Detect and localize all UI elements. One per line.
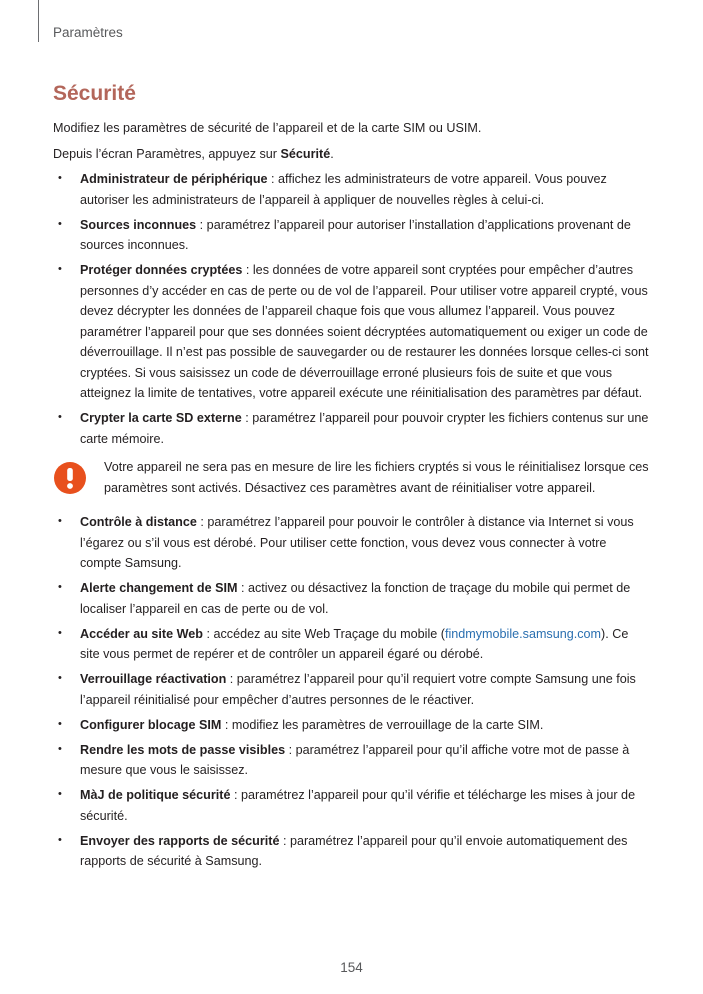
item-term: Configurer blocage SIM <box>80 717 222 732</box>
item-term: Sources inconnues <box>80 217 197 232</box>
bullet-icon: • <box>58 172 62 184</box>
bullet-icon: • <box>58 581 62 593</box>
bullet-icon: • <box>58 263 62 275</box>
bullet-icon: • <box>58 217 62 230</box>
list-item: • Protéger données cryptées : les données de votre appareil sont cryptées pour empêcher d’autres personnes d’y accéder en cas de perte ou de vol de l’appareil. Pour utiliser votre appareil crypté, vous devez décrypter les données de l’appareil chaque fois que vous allumez l’appareil. Vous pouvez paramétrer l’appareil pour que ses données soient décryptées automatiquement ou exiger un code de déverrouillage. Il n’est pas possible de sauvegarder ou de restaurer les données lorsque celles-ci sont cryptées. Si vous saisissez un code de déverrouillage erroné plusieurs fois de suite et que vous atteignez la limite de tentatives, votre appareil exécute une réinitialisation des paramètres par défaut. <box>53 260 651 404</box>
list-item: • Crypter la carte SD externe : paramétrez l’appareil pour pouvoir crypter les fichiers contenus sur une carte mémoire. <box>53 408 651 449</box>
list-item: • Verrouillage réactivation : paramétrez l’appareil pour qu’il requiert votre compte Samsung une fois l’appareil réinitialisé pour empêcher d’autres personnes de le réactiver. <box>53 669 651 710</box>
item-term: Protéger données cryptées <box>80 263 243 277</box>
item-term: Crypter la carte SD externe <box>80 411 242 425</box>
list-item: • Administrateur de périphérique : affichez les administrateurs de votre appareil. Vous pouvez autoriser les administrateurs de l’appareil à appliquer de nouvelles règles à celui-ci. <box>53 169 651 210</box>
list-item: • Contrôle à distance : paramétrez l’appareil pour pouvoir le contrôler à distance via Internet si vous l’égarez ou s’il vous est dérobé. Pour utiliser cette fonction, vous devez vous connecter à votre compte Samsung. <box>53 512 651 574</box>
warning-note <box>53 457 651 498</box>
item-term: Envoyer des rapports de sécurité <box>80 833 280 848</box>
item-term: Accéder au site Web <box>80 626 203 641</box>
bullet-icon: • <box>58 788 62 800</box>
bullet-icon: • <box>58 626 62 639</box>
settings-list-top <box>53 169 651 449</box>
bullet-icon: • <box>58 515 62 527</box>
item-term: Verrouillage réactivation <box>80 672 227 686</box>
bullet-icon: • <box>58 717 62 730</box>
list-item: • Envoyer des rapports de sécurité : paramétrez l’appareil pour qu’il envoie automatiquement des rapports de sécurité à Samsung. <box>53 831 651 872</box>
warning-icon <box>53 461 87 495</box>
list-item: • Accéder au site Web : accédez au site Web Traçage du mobile (findmymobile.samsung.com). Ce site vous permet de repérer et de contrôler un appareil égaré ou dérobé. <box>53 624 651 665</box>
findmymobile-link[interactable]: findmymobile.samsung.com <box>444 626 602 641</box>
intro-paragraph: Modifiez les paramètres de sécurité de l’appareil et de la carte SIM ou USIM. <box>53 121 482 135</box>
settings-list-bottom <box>53 512 651 872</box>
item-term: Administrateur de périphérique <box>80 172 268 186</box>
instruction-paragraph: Depuis l’écran Paramètres, appuyez sur Sécurité. <box>53 146 334 161</box>
list-item: • MàJ de politique sécurité : paramétrez l’appareil pour qu’il vérifie et télécharge les mises à jour de sécurité. <box>53 785 651 826</box>
settings-item-reference: Sécurité <box>280 146 331 161</box>
bullet-icon: • <box>58 742 62 755</box>
bullet-icon: • <box>58 833 62 846</box>
page-title: Sécurité <box>53 82 136 105</box>
bullet-icon: • <box>58 672 62 684</box>
header-rule <box>38 0 39 42</box>
list-item: • Rendre les mots de passe visibles : paramétrez l’appareil pour qu’il affiche votre mot de passe à mesure que vous le saisissez. <box>53 740 651 781</box>
item-term: Alerte changement de SIM <box>80 581 238 595</box>
list-item: • Sources inconnues : paramétrez l’appareil pour autoriser l’installation d’applications provenant de sources inconnues. <box>53 215 651 256</box>
running-header: Paramètres <box>53 25 123 40</box>
warning-text: Votre appareil ne sera pas en mesure de lire les fichiers cryptés si vous le réinitialisez lorsque ces paramètres sont activés. Désactivez ces paramètres avant de réinitialiser votre appareil. <box>104 460 649 495</box>
item-term: MàJ de politique sécurité <box>80 788 231 802</box>
bullet-icon: • <box>58 411 62 423</box>
list-item: • Configurer blocage SIM : modifiez les paramètres de verrouillage de la carte SIM. <box>53 715 651 736</box>
item-term: Rendre les mots de passe visibles <box>80 742 286 757</box>
item-term: Contrôle à distance <box>80 515 197 529</box>
main-content <box>53 118 651 876</box>
page-number: 154 <box>340 960 363 975</box>
list-item: • Alerte changement de SIM : activez ou désactivez la fonction de traçage du mobile qui permet de localiser l’appareil en cas de perte ou de vol. <box>53 578 651 619</box>
